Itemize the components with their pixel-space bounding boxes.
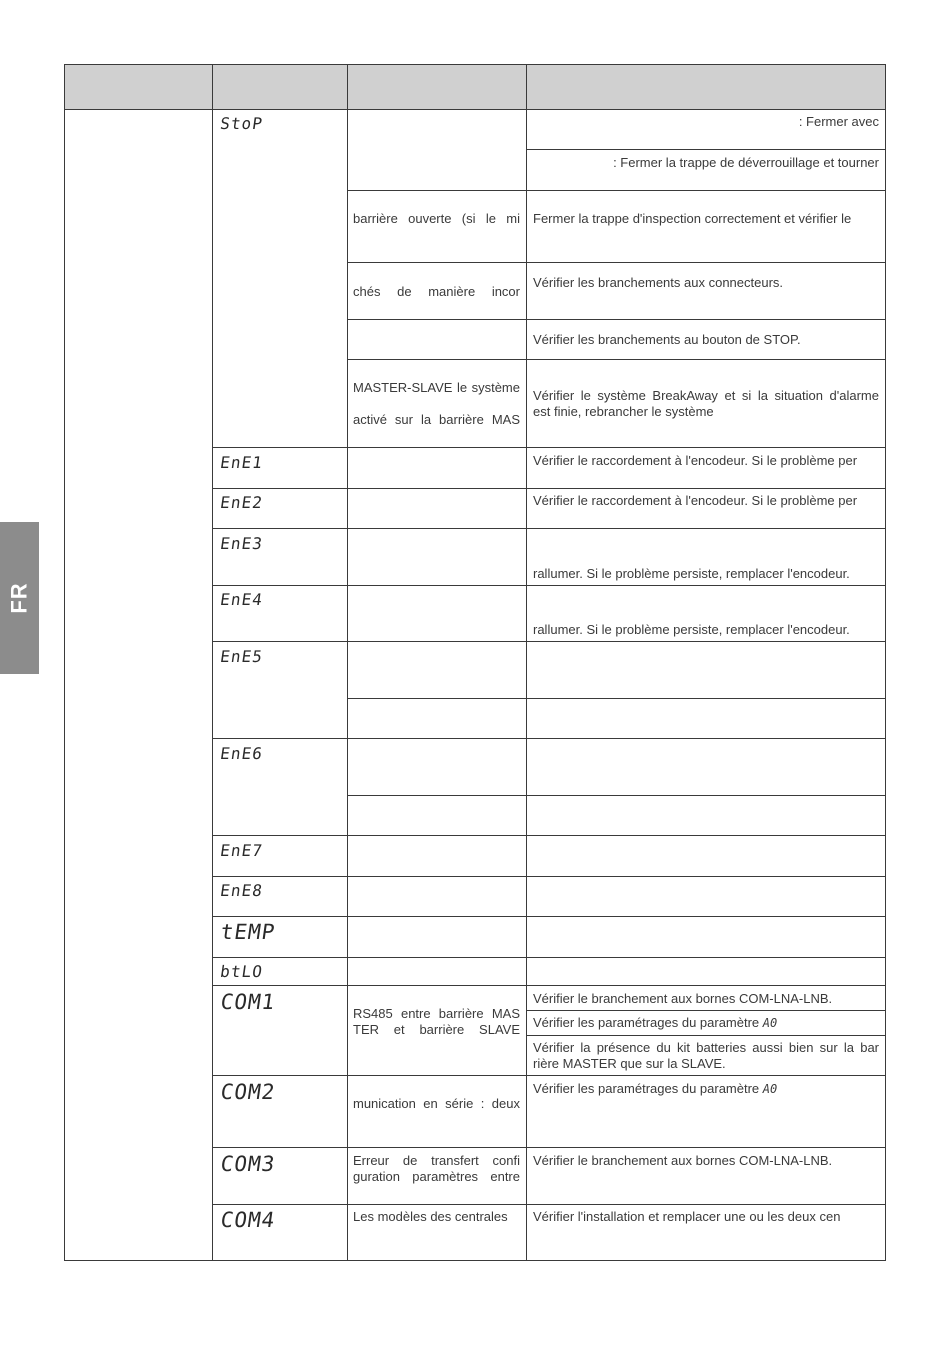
error-code-ene1: EnE1 [219, 453, 265, 472]
com1-solution-2 [533, 1015, 879, 1031]
subrow-divider [347, 795, 886, 796]
subrow-divider [347, 262, 886, 263]
com2-solution [533, 1081, 879, 1097]
subrow-divider [347, 190, 886, 191]
error-code-ene5: EnE5 [219, 647, 265, 666]
com4-cause: Les modèles des centrales [353, 1209, 508, 1224]
stop-solution-2-text: : Fermer la trappe de déverrouillage et tourner [613, 155, 879, 170]
com1-solution-2-text: Vérifier les paramétrages du paramètre [533, 1015, 760, 1030]
error-code-ene7: EnE7 [219, 841, 265, 860]
stop-cause-6-line2: activé sur la barrière MAS [353, 412, 520, 427]
com1-solution-3-line2: rière MASTER que sur la SLAVE. [533, 1056, 726, 1071]
column-divider-2 [347, 64, 348, 1261]
row-divider [212, 447, 886, 448]
row-divider [212, 488, 886, 489]
ene1-solution: Vérifier le raccordement à l'encodeur. Si le problème per [533, 453, 858, 468]
com1-solution-3-line1: Vérifier la présence du kit batteries aussi bien sur la bar [533, 1040, 879, 1055]
column-divider-3 [526, 64, 527, 1261]
error-code-ene6: EnE6 [219, 744, 265, 763]
row-divider [212, 1075, 886, 1076]
error-code-com4: COM4 [219, 1208, 277, 1232]
error-code-com3: COM3 [219, 1152, 277, 1176]
row-divider [212, 876, 886, 877]
com4-solution: Vérifier l'installation et remplacer une ou les deux cen [533, 1209, 841, 1224]
row-divider [212, 738, 886, 739]
row-divider [212, 585, 886, 586]
error-code-ene2: EnE2 [219, 493, 265, 512]
stop-solution-5: Vérifier les branchements au bouton de STOP. [533, 332, 801, 347]
com2-cause: munication en série : deux [353, 1096, 520, 1111]
stop-cause-6-line1: MASTER-SLAVE le système [353, 380, 520, 395]
stop-solution-3: Fermer la trappe d'inspection correctement et vérifier le [533, 211, 852, 226]
column-divider-1 [212, 64, 213, 1261]
subrow-divider [347, 698, 886, 699]
error-code-ene4: EnE4 [219, 590, 265, 609]
row-divider [212, 957, 886, 958]
row-divider [212, 916, 886, 917]
row-divider [212, 1204, 886, 1205]
subrow-divider [347, 359, 886, 360]
error-code-com1: COM1 [219, 990, 277, 1014]
stop-solution-2 [533, 155, 879, 171]
solution-divider [526, 1035, 886, 1036]
solution-divider [526, 1010, 886, 1011]
com3-cause-line1: Erreur de transfert confi [353, 1153, 520, 1168]
error-code-ene3: EnE3 [219, 534, 265, 553]
error-code-ene8: EnE8 [219, 881, 265, 900]
stop-cause-4: chés de manière incor [353, 284, 520, 299]
error-code-stop: StoP [219, 114, 265, 133]
row-divider [212, 641, 886, 642]
ene2-solution: Vérifier le raccordement à l'encodeur. Si le problème per [533, 493, 858, 508]
stop-solution-1: : Fermer avec [798, 114, 879, 129]
param-a0-display: A0 [762, 1082, 778, 1096]
error-code-btlo: btLO [219, 962, 265, 981]
row-divider [212, 985, 886, 986]
com3-cause-line2: guration paramètres entre [353, 1169, 520, 1184]
com2-solution-text: Vérifier les paramétrages du paramètre [533, 1081, 760, 1096]
stop-solution-6-line1: Vérifier le système BreakAway et si la situation d'alarme [533, 388, 879, 403]
error-code-com2: COM2 [219, 1080, 277, 1104]
row-divider [212, 528, 886, 529]
table-header [65, 65, 885, 110]
ene3-solution: rallumer. Si le problème persiste, remplacer l'encodeur. [533, 566, 850, 581]
language-tab [0, 522, 39, 674]
subrow-divider [347, 319, 886, 320]
row-divider [212, 1147, 886, 1148]
stop-solution-4: Vérifier les branchements aux connecteurs. [533, 275, 784, 290]
row-divider [212, 835, 886, 836]
stop-solution-6-line2: est finie, rebrancher le système [533, 404, 714, 419]
com3-solution: Vérifier le branchement aux bornes COM-LNA-LNB. [533, 1153, 833, 1168]
stop-cause-3: barrière ouverte (si le mi [353, 211, 520, 226]
error-code-temp: tEMP [219, 920, 277, 944]
ene4-solution: rallumer. Si le problème persiste, remplacer l'encodeur. [533, 622, 850, 637]
com1-solution-1: Vérifier le branchement aux bornes COM-LNA-LNB. [533, 991, 833, 1006]
param-a0-display: A0 [762, 1016, 778, 1030]
solution-divider [526, 149, 886, 150]
com1-cause-line2: TER et barrière SLAVE [353, 1022, 520, 1037]
com1-cause-line1: RS485 entre barrière MAS [353, 1006, 520, 1021]
language-tab-label: FR [6, 582, 32, 614]
